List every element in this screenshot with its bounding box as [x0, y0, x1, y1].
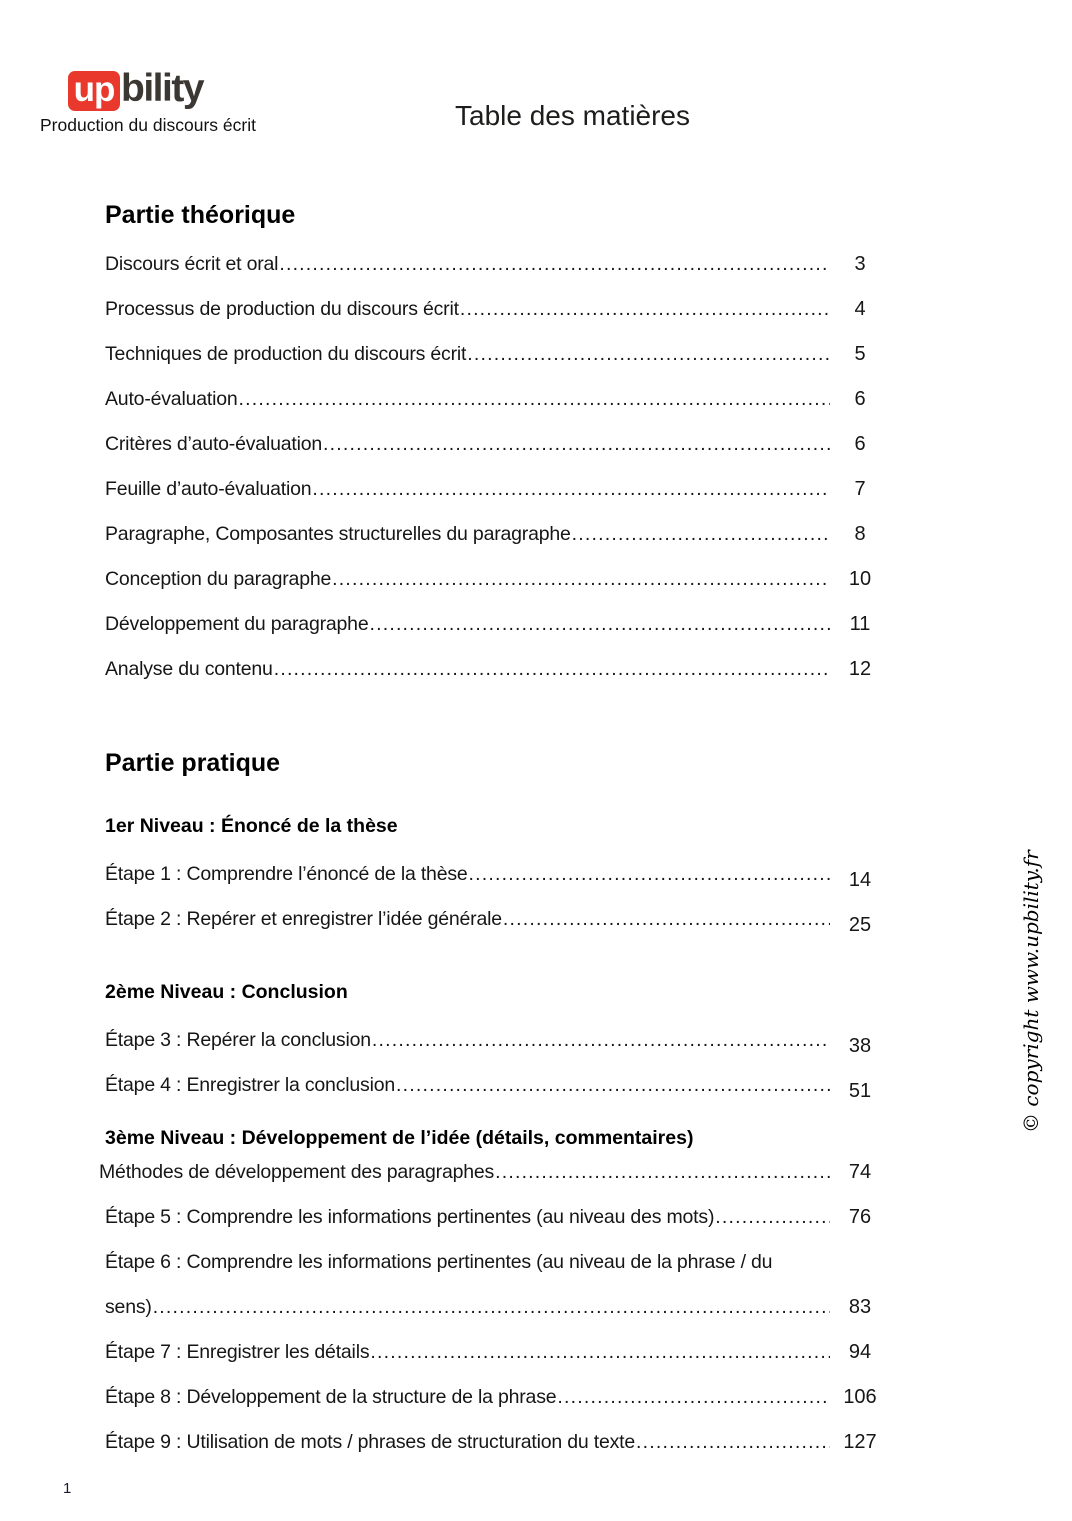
section-heading: Partie théorique	[105, 201, 296, 229]
dot-leader	[370, 1330, 830, 1375]
copyright-vertical-text: © copyright www.upbility.fr	[1019, 850, 1043, 1133]
toc-entry-page-number: 4	[854, 298, 866, 320]
toc-entry-label: Étape 2 : Repérer et enregistrer l’idée générale	[105, 908, 502, 930]
toc-entry	[105, 1330, 890, 1375]
logo-bility-text: bility	[121, 66, 204, 110]
toc-entry-label: Méthodes de développement des paragraphes	[99, 1161, 495, 1183]
dot-leader	[279, 242, 830, 287]
dot-leader	[274, 647, 830, 692]
dot-leader	[715, 1195, 830, 1240]
toc-entry-page-number: 8	[854, 523, 866, 545]
dot-leader	[495, 1150, 830, 1195]
toc-entry-page-number: 25	[848, 914, 872, 936]
toc-entry-page-number: 7	[854, 478, 866, 500]
toc-entry-label: Étape 4 : Enregistrer la conclusion	[105, 1074, 395, 1096]
toc-entry-page-number: 12	[848, 658, 872, 680]
toc-entry-page-number: 5	[854, 343, 866, 365]
dot-leader	[153, 1285, 830, 1330]
dot-leader	[636, 1420, 830, 1465]
toc-entry	[105, 647, 890, 692]
toc-entry-label: Étape 1 : Comprendre l’énoncé de la thèse	[105, 863, 468, 885]
dot-leader	[396, 1063, 830, 1108]
toc-entry	[105, 1240, 890, 1285]
toc-entry-page-number: 74	[848, 1161, 872, 1183]
logo-subtitle: Production du discours écrit	[40, 115, 256, 135]
dot-leader	[572, 512, 830, 557]
toc-entry-page-number: 127	[843, 1431, 877, 1453]
toc-entry-label: Développement du paragraphe	[105, 613, 369, 635]
toc-entry-label: Analyse du contenu	[105, 658, 273, 680]
dot-leader	[467, 332, 830, 377]
dot-leader	[372, 1018, 830, 1063]
toc-entry-label: Discours écrit et oral	[105, 253, 279, 275]
dot-leader	[323, 422, 830, 467]
toc-entry-page-number: 94	[848, 1341, 872, 1363]
section-heading: Partie pratique	[105, 749, 281, 777]
toc-entry-page-number: 51	[848, 1080, 872, 1102]
toc-entry	[105, 377, 890, 422]
logo-up-badge: up	[68, 71, 120, 111]
toc-entry	[105, 512, 890, 557]
toc-entry-label: Techniques de production du discours écrit	[105, 343, 467, 365]
toc-entry-label: Étape 8 : Développement de la structure de la phrase	[105, 1386, 557, 1408]
toc-section	[105, 200, 1072, 692]
subsection-heading: 2ème Niveau : Conclusion	[105, 981, 348, 1003]
toc-entry	[105, 332, 890, 377]
subsection-heading: 1er Niveau : Énoncé de la thèse	[105, 815, 398, 837]
toc-entry-page-number: 6	[854, 388, 866, 410]
toc-entry-label: Étape 7 : Enregistrer les détails	[105, 1341, 370, 1363]
subsection-heading: 3ème Niveau : Développement de l’idée (détails, commentaires)	[105, 1127, 694, 1149]
toc-entry	[105, 1375, 890, 1420]
dot-leader	[369, 602, 830, 647]
toc-entry-page-number: 6	[854, 433, 866, 455]
toc-entry-label: Feuille d’auto-évaluation	[105, 478, 312, 500]
toc-entry	[105, 422, 890, 467]
toc-entry	[105, 897, 890, 942]
toc-entry	[105, 1420, 890, 1465]
toc-entry-list	[105, 242, 1072, 692]
page-title: Table des matières	[455, 100, 691, 131]
toc-entry-label: Auto-évaluation	[105, 388, 238, 410]
toc-entry	[105, 287, 890, 332]
header	[0, 0, 1072, 136]
toc-entry	[105, 467, 890, 512]
toc-entry	[99, 1150, 890, 1195]
logo-wordmark	[68, 66, 270, 112]
table-of-contents	[0, 200, 1072, 1465]
toc-entry-page-number: 14	[848, 869, 872, 891]
toc-section	[99, 748, 1072, 1465]
toc-entry-page-number: 38	[848, 1035, 872, 1057]
toc-entry-label: Étape 5 : Comprendre les informations pertinentes (au niveau des mots)	[105, 1206, 715, 1228]
toc-entry-label: Critères d’auto-évaluation	[105, 433, 323, 455]
logo	[40, 66, 270, 136]
dot-leader	[557, 1375, 830, 1420]
toc-entry	[105, 852, 890, 897]
dot-leader	[469, 852, 830, 897]
toc-entry	[105, 1063, 890, 1108]
dot-leader	[503, 897, 830, 942]
toc-entry-label: Processus de production du discours écrit	[105, 298, 459, 320]
toc-entry-page-number: 83	[848, 1296, 872, 1318]
toc-entry-page-number: 11	[849, 613, 871, 635]
page-number: 1	[63, 1480, 72, 1497]
dot-leader	[460, 287, 830, 332]
toc-entry-label: Étape 6 : Comprendre les informations pertinentes (au niveau de la phrase / du	[105, 1251, 773, 1273]
toc-entry-page-number: 10	[848, 568, 872, 590]
toc-entry	[105, 602, 890, 647]
toc-entry-list	[99, 1150, 1072, 1465]
dot-leader	[239, 377, 830, 422]
toc-entry	[105, 1195, 890, 1240]
toc-entry	[105, 242, 890, 287]
toc-entry-page-number: 3	[854, 253, 866, 275]
toc-entry-page-number: 106	[843, 1386, 877, 1408]
toc-entry	[105, 1018, 890, 1063]
dot-leader	[312, 467, 830, 512]
toc-entry-label: Étape 9 : Utilisation de mots / phrases de structuration du texte	[105, 1431, 636, 1453]
toc-entry	[105, 1285, 890, 1330]
dot-leader	[332, 557, 830, 602]
toc-entry-page-number: 76	[848, 1206, 872, 1228]
toc-entry-label: Paragraphe, Composantes structurelles du paragraphe	[105, 523, 571, 545]
toc-entry-list	[105, 852, 1072, 942]
toc-entry	[105, 557, 890, 602]
toc-entry-list	[105, 1018, 1072, 1108]
toc-entry-label: Conception du paragraphe	[105, 568, 332, 590]
toc-entry-label: sens)	[105, 1296, 152, 1318]
toc-entry-label: Étape 3 : Repérer la conclusion	[105, 1029, 371, 1051]
